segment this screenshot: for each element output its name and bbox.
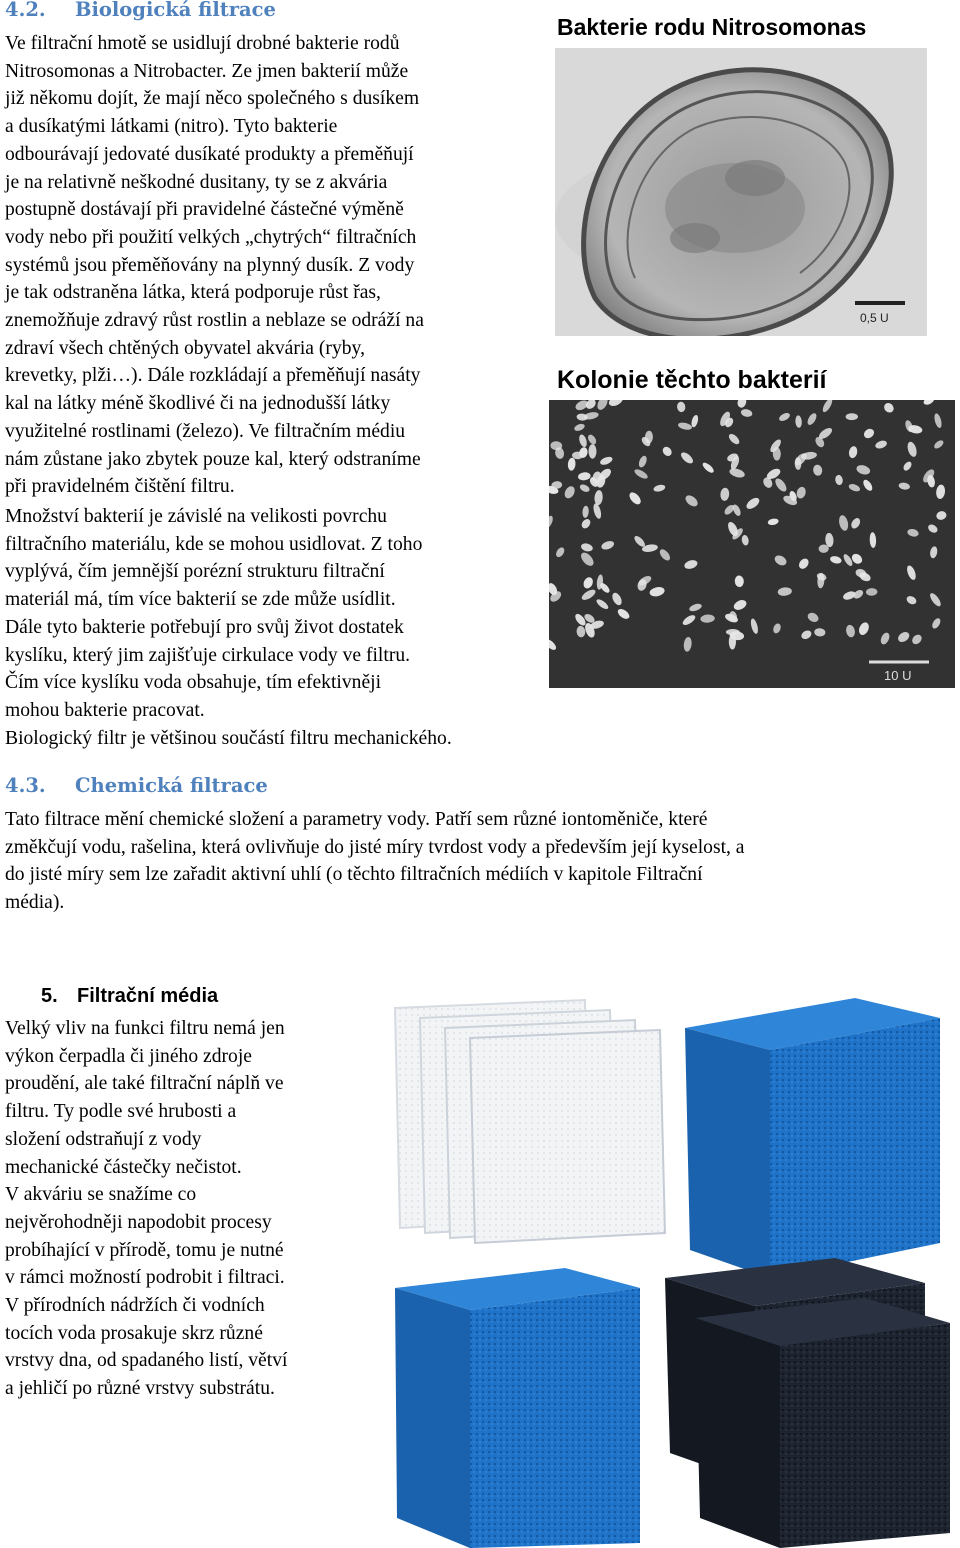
section-4-3-heading xyxy=(5,774,268,797)
text-line: v rámci možností podrobit i filtraci. xyxy=(5,1267,285,1289)
text-line: systémů jsou přeměňovány na plynný dusík. Z vody xyxy=(5,254,415,276)
text-line: vyplývá, čím jemnější porézní strukturu filtrační xyxy=(5,561,385,583)
text-line: a dusíkatými látkami (nitro). Tyto bakterie xyxy=(5,116,338,138)
text-line: a jehličí po různé vrstvy substrátu. xyxy=(5,1378,275,1400)
text-line: Tato filtrace mění chemické složení a parametry vody. Patří sem různé iontoměniče, které xyxy=(5,809,708,830)
text-line: výkon čerpadla či jiného zdroje xyxy=(5,1045,252,1067)
text-line: při pravidelném čištění filtru. xyxy=(5,476,235,498)
text-line: mohou bakterie pracovat. xyxy=(5,699,205,721)
section-title: Biologická filtrace xyxy=(75,0,276,21)
text-line: změkčují vodu, rašelina, která ovlivňuje do jisté míry tvrdost vody a především její kyselost, a xyxy=(5,836,745,858)
section-4-2-heading xyxy=(5,0,276,21)
text-line: filtru. Ty podle své hrubosti a xyxy=(5,1101,237,1123)
section-number: 4.2. xyxy=(5,0,46,21)
text-line: odbourávají jedovaté dusíkaté produkty a přeměňují xyxy=(5,143,414,165)
text-line: nám zůstane jako zbytek pouze kal, který odstraníme xyxy=(5,448,421,470)
blue-sponge-block-top xyxy=(685,998,940,1278)
text-line: materiál má, tím více bakterií se zde může usídlit. xyxy=(5,589,396,611)
white-filter-pads xyxy=(395,1000,665,1243)
text-line: je na relativně neškodné dusitany, ty se z akvária xyxy=(5,171,388,193)
text-line: již někomu dojít, že mají něco společného s dusíkem xyxy=(5,88,420,110)
micrograph-bacteria-colony xyxy=(549,400,955,688)
bacteria-figure xyxy=(545,0,960,700)
chemical-paragraph xyxy=(5,806,955,917)
text-line: vrstvy dna, od spadaného listí, větví xyxy=(5,1350,288,1372)
bacterium-cell xyxy=(589,444,597,459)
text-line: probíhající v přírodě, tomu je nutné xyxy=(5,1239,284,1261)
text-line: kal na látky méně škodlivé či na jednodušší látky xyxy=(5,393,391,415)
filter-sponges-photo xyxy=(385,988,955,1548)
text-line: mechanické částečky nečistot. xyxy=(5,1156,242,1178)
bacterium-cell xyxy=(846,413,858,420)
section-title: Filtrační média xyxy=(77,985,219,1007)
section-5-heading xyxy=(41,985,218,1008)
micrograph-single-bacterium xyxy=(555,48,927,336)
section-number: 5. xyxy=(41,985,58,1007)
text-line: média). xyxy=(5,892,65,914)
scale-label-top: 0,5 U xyxy=(860,311,889,325)
scale-label-bottom: 10 U xyxy=(884,668,912,683)
text-line: znemožňuje zdravý růst rostlin a neblaze se odráží na xyxy=(5,310,424,332)
blue-sponge-block-bottom xyxy=(395,1268,640,1548)
biological-paragraph-2 xyxy=(5,503,565,752)
text-line: V akváriu se snažíme co xyxy=(5,1184,197,1206)
text-line: zdraví všech chtěných obyvatel akvária (ryby, xyxy=(5,337,365,359)
biological-paragraph-1 xyxy=(5,30,550,501)
text-line: do jisté míry sem lze zařadit aktivní uhlí (o těchto filtračních médiích v kapitole Filtrační xyxy=(5,864,703,886)
text-line: složení odstraňují z vody xyxy=(5,1128,202,1150)
text-line: je tak odstraněna látka, která podporuje růst řas, xyxy=(5,282,381,304)
text-line: Nitrosomonas a Nitrobacter. Ze jmen bakterií může xyxy=(5,60,409,82)
text-line: filtračního materiálu, kde se mohou usidlovat. Z toho xyxy=(5,533,423,555)
text-line: Velký vliv na funkci filtru nemá jen xyxy=(5,1018,285,1039)
text-line: V přírodních nádržích či vodních xyxy=(5,1295,265,1317)
text-line: krevetky, plži…). Dále rozkládají a přeměňují nasáty xyxy=(5,365,421,387)
text-line: kyslíku, který jim zajišťuje cirkulace vody ve filtru. xyxy=(5,644,411,666)
text-line: Biologický filtr je většinou součástí filtru mechanického. xyxy=(5,727,452,749)
text-line: postupně dostávají při pravidelné částečné výměně xyxy=(5,199,404,221)
text-line: proudění, ale také filtrační náplň ve xyxy=(5,1073,284,1095)
text-line: Čím více kyslíku voda obsahuje, tím efektivněji xyxy=(5,672,382,694)
text-line: vody nebo při použití velkých „chytrých“ filtračních xyxy=(5,226,417,248)
filter-media-paragraph xyxy=(5,1015,385,1403)
text-line: Ve filtrační hmotě se usidlují drobné bakterie rodů xyxy=(5,33,400,54)
section-number: 4.3. xyxy=(5,774,46,797)
text-line: tocích voda prosakuje skrz různé xyxy=(5,1322,263,1344)
section-title: Chemická filtrace xyxy=(75,774,268,797)
text-line: nejvěrohodněji napodobit procesy xyxy=(5,1211,272,1233)
text-line: Dále tyto bakterie potřebují pro svůj život dostatek xyxy=(5,616,404,638)
black-sponge-blocks xyxy=(665,1258,950,1548)
caption-colony: Kolonie těchto bakterií xyxy=(557,366,827,394)
caption-nitrosomonas: Bakterie rodu Nitrosomonas xyxy=(557,14,867,40)
text-line: využitelné rostlinami (železo). Ve filtračním médiu xyxy=(5,420,406,442)
text-line: Množství bakterií je závislé na velikosti povrchu xyxy=(5,506,387,527)
